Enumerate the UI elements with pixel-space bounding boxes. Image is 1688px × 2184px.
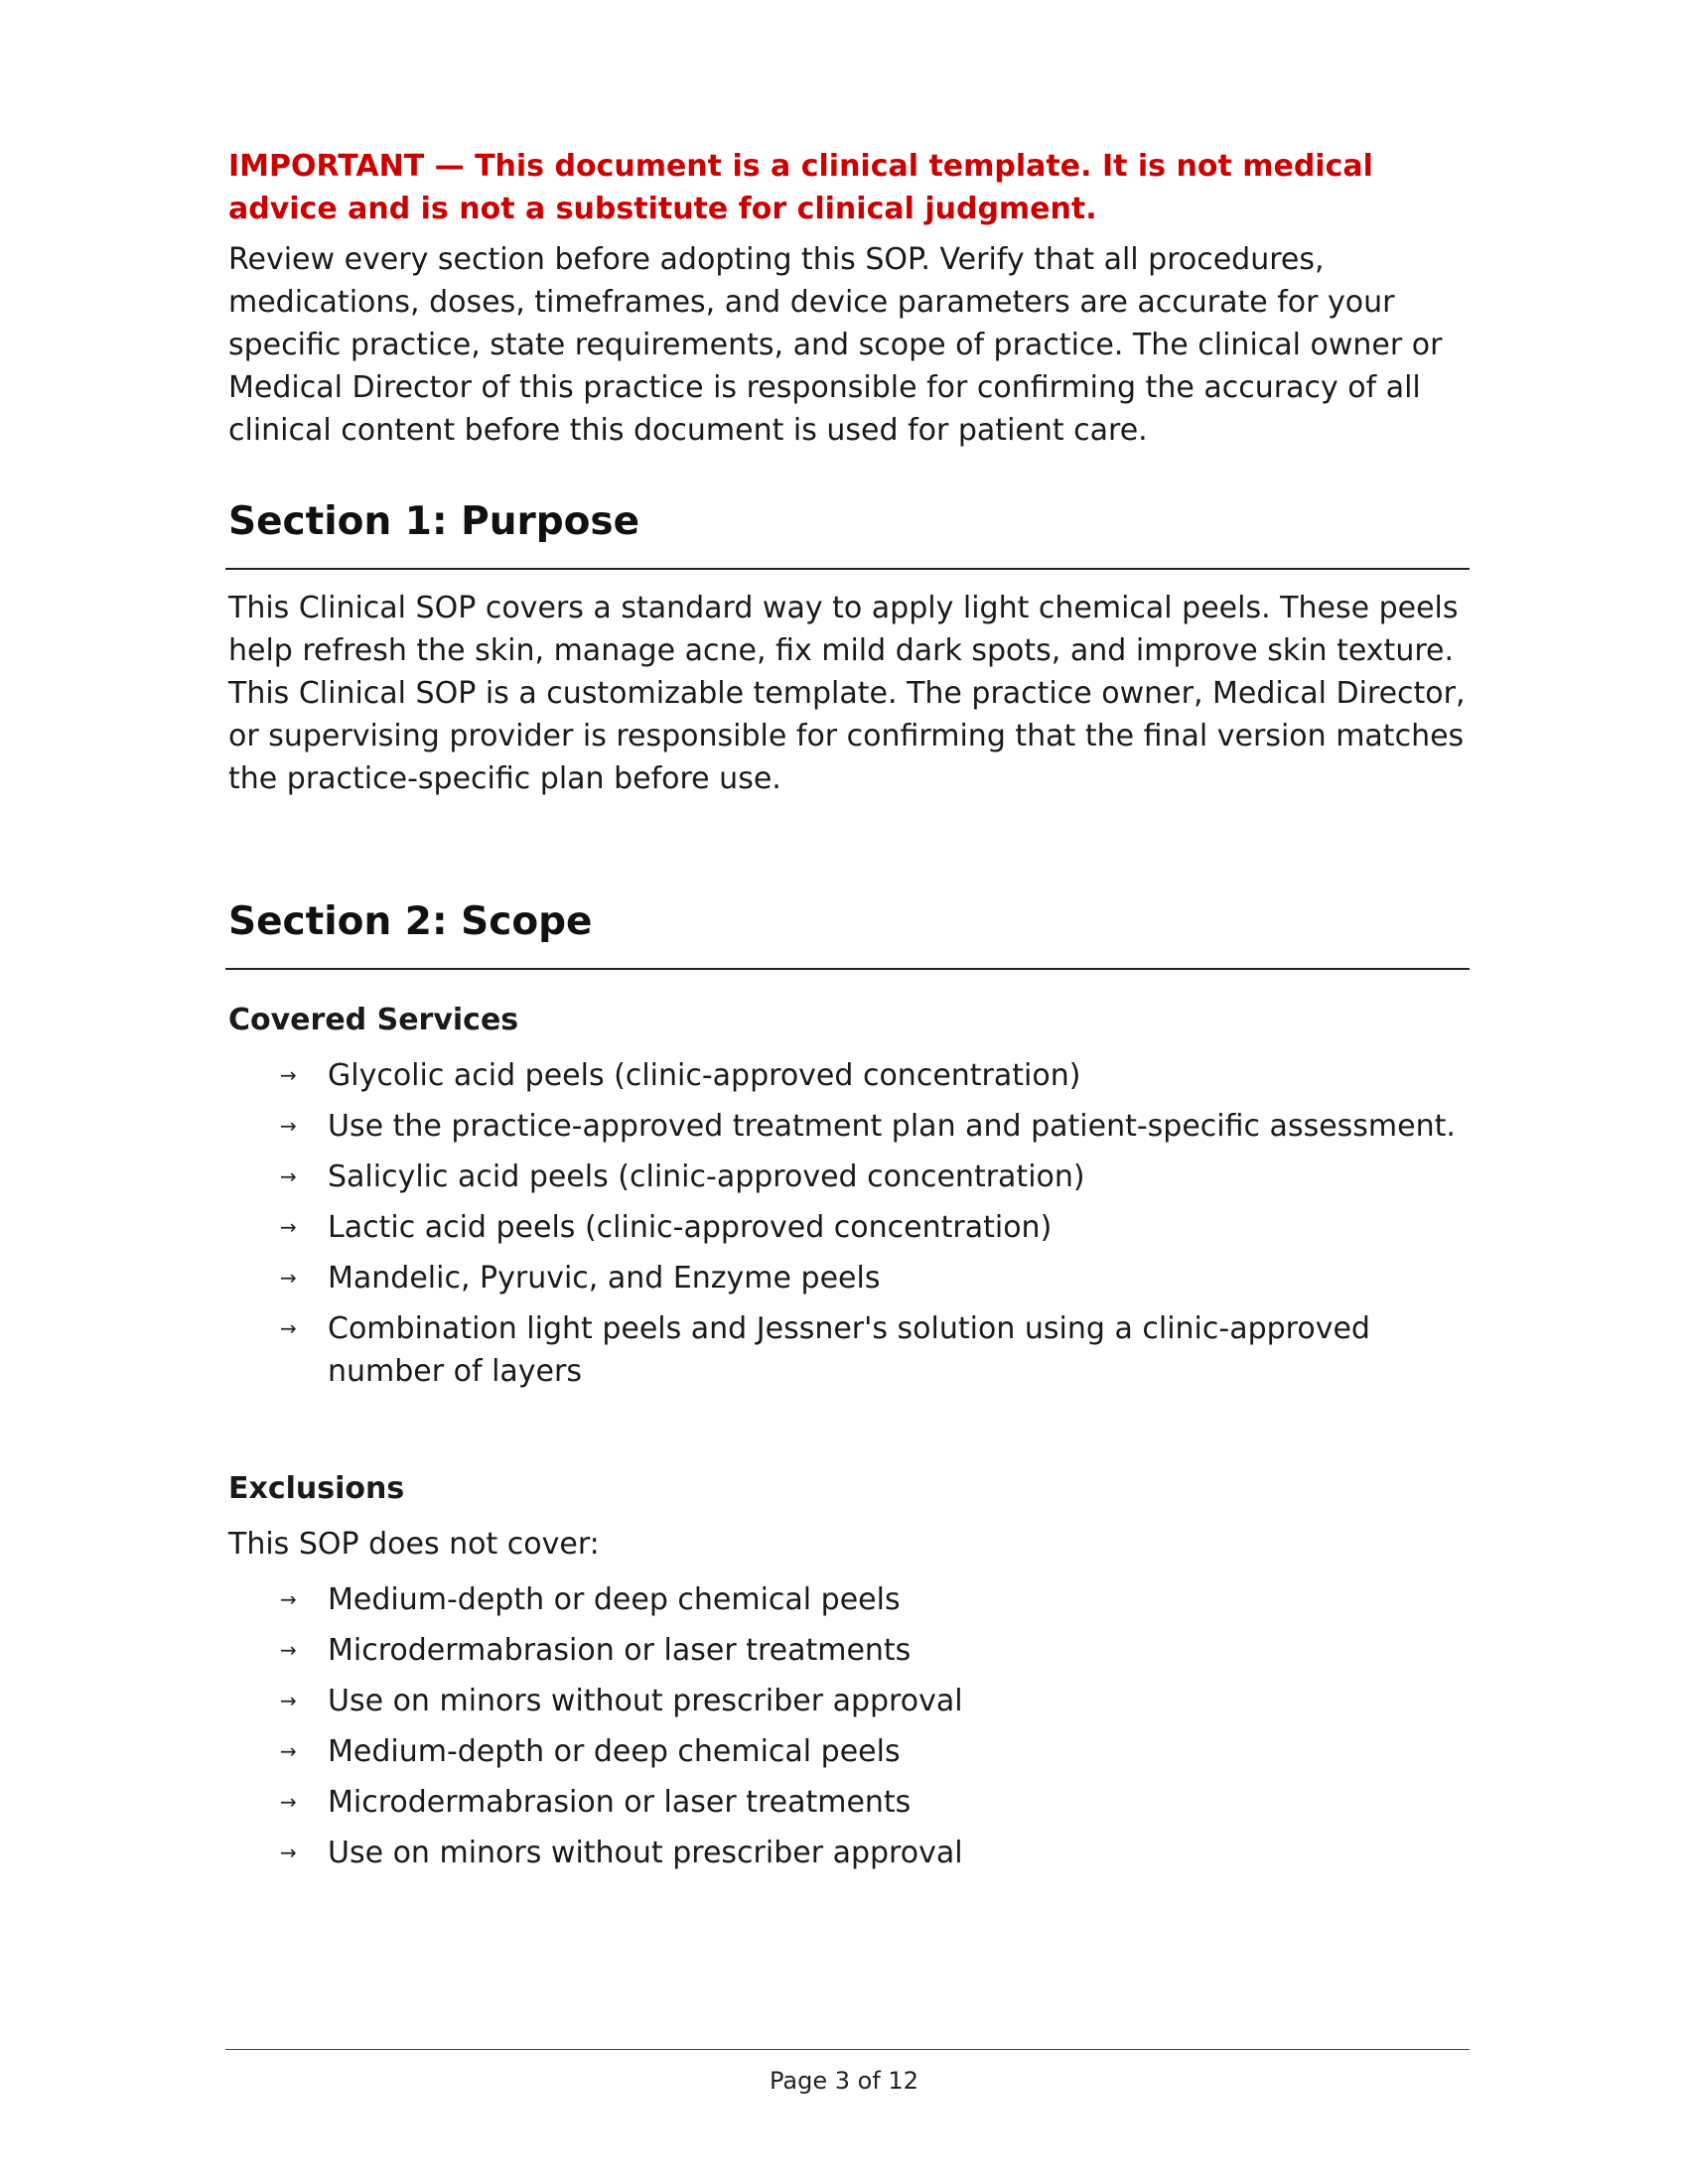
- arrow-bullet-icon: →: [280, 1114, 297, 1138]
- arrow-bullet-icon: →: [280, 1790, 297, 1814]
- arrow-bullet-icon: →: [280, 1215, 297, 1239]
- section-1-header: [228, 494, 1470, 550]
- list-item: → Use on minors without prescriber approval: [228, 1680, 1470, 1722]
- section-1-body: [228, 587, 1470, 800]
- exclusions-heading: Exclusions: [228, 1471, 405, 1506]
- footer-divider: [225, 2049, 1470, 2050]
- exclusions-intro: This SOP does not cover:: [228, 1527, 600, 1562]
- list-item: → Salicylic acid peels (clinic-approved concentration): [228, 1156, 1470, 1198]
- list-item: → Microdermabrasion or laser treatments: [228, 1781, 1470, 1824]
- covered-services-list: [228, 1054, 1470, 1393]
- list-item: → Medium-depth or deep chemical peels: [228, 1578, 1470, 1621]
- section-2-divider: [225, 968, 1470, 970]
- arrow-bullet-icon: →: [280, 1638, 297, 1662]
- arrow-bullet-icon: →: [280, 1266, 297, 1290]
- exclusions-list: [228, 1578, 1470, 1874]
- list-item: → Microdermabrasion or laser treatments: [228, 1629, 1470, 1672]
- list-item: → Use the practice-approved treatment plan and patient-specific assessment.: [228, 1105, 1470, 1148]
- section-2-title: Section 2: Scope: [228, 899, 593, 944]
- arrow-bullet-icon: →: [280, 1739, 297, 1763]
- important-notice-body: Review every section before adopting this SOP. Verify that all procedures, medications, doses, timeframes, and device parameters are accurate for your specific practice, state requirements, and scope of practice. The clinical owner or Medical Director of this practice is responsible for confirming the accuracy of all clinical content before this document is used for patient care.: [228, 242, 1443, 448]
- list-item: → Glycolic acid peels (clinic-approved concentration): [228, 1054, 1470, 1097]
- covered-services: [228, 999, 1470, 1401]
- list-item: → Use on minors without prescriber approval: [228, 1832, 1470, 1874]
- arrow-bullet-icon: →: [280, 1689, 297, 1712]
- important-notice-heading: IMPORTANT — This document is a clinical template. It is not medical advice and is not a substitute for clinical judgment.: [228, 149, 1373, 226]
- exclusions: [228, 1467, 1470, 1882]
- arrow-bullet-icon: →: [280, 1164, 297, 1188]
- covered-services-heading: Covered Services: [228, 1003, 519, 1037]
- list-item: → Medium-depth or deep chemical peels: [228, 1730, 1470, 1773]
- arrow-bullet-icon: →: [280, 1063, 297, 1087]
- arrow-bullet-icon: →: [280, 1841, 297, 1864]
- list-item: → Lactic acid peels (clinic-approved concentration): [228, 1206, 1470, 1249]
- arrow-bullet-icon: →: [280, 1316, 297, 1340]
- section-1-divider: [225, 568, 1470, 570]
- arrow-bullet-icon: →: [280, 1587, 297, 1611]
- clinical-notice: [228, 145, 1470, 452]
- section-2-header: [228, 894, 1470, 950]
- purpose-paragraph: This Clinical SOP covers a standard way to apply light chemical peels. These peels help refresh the skin, manage acne, fix mild dark spots, and improve skin texture. This Clinical SOP is a customizable template. The practice owner, Medical Director, or supervising provider is responsible for confirming that the final version matches the practice-specific plan before use.: [228, 591, 1466, 796]
- list-item: → Mandelic, Pyruvic, and Enzyme peels: [228, 1257, 1470, 1299]
- page-number: Page 3 of 12: [770, 2067, 918, 2095]
- section-1-title: Section 1: Purpose: [228, 499, 640, 544]
- list-item: → Combination light peels and Jessner's solution using a clinic-approved number of layers: [228, 1307, 1470, 1393]
